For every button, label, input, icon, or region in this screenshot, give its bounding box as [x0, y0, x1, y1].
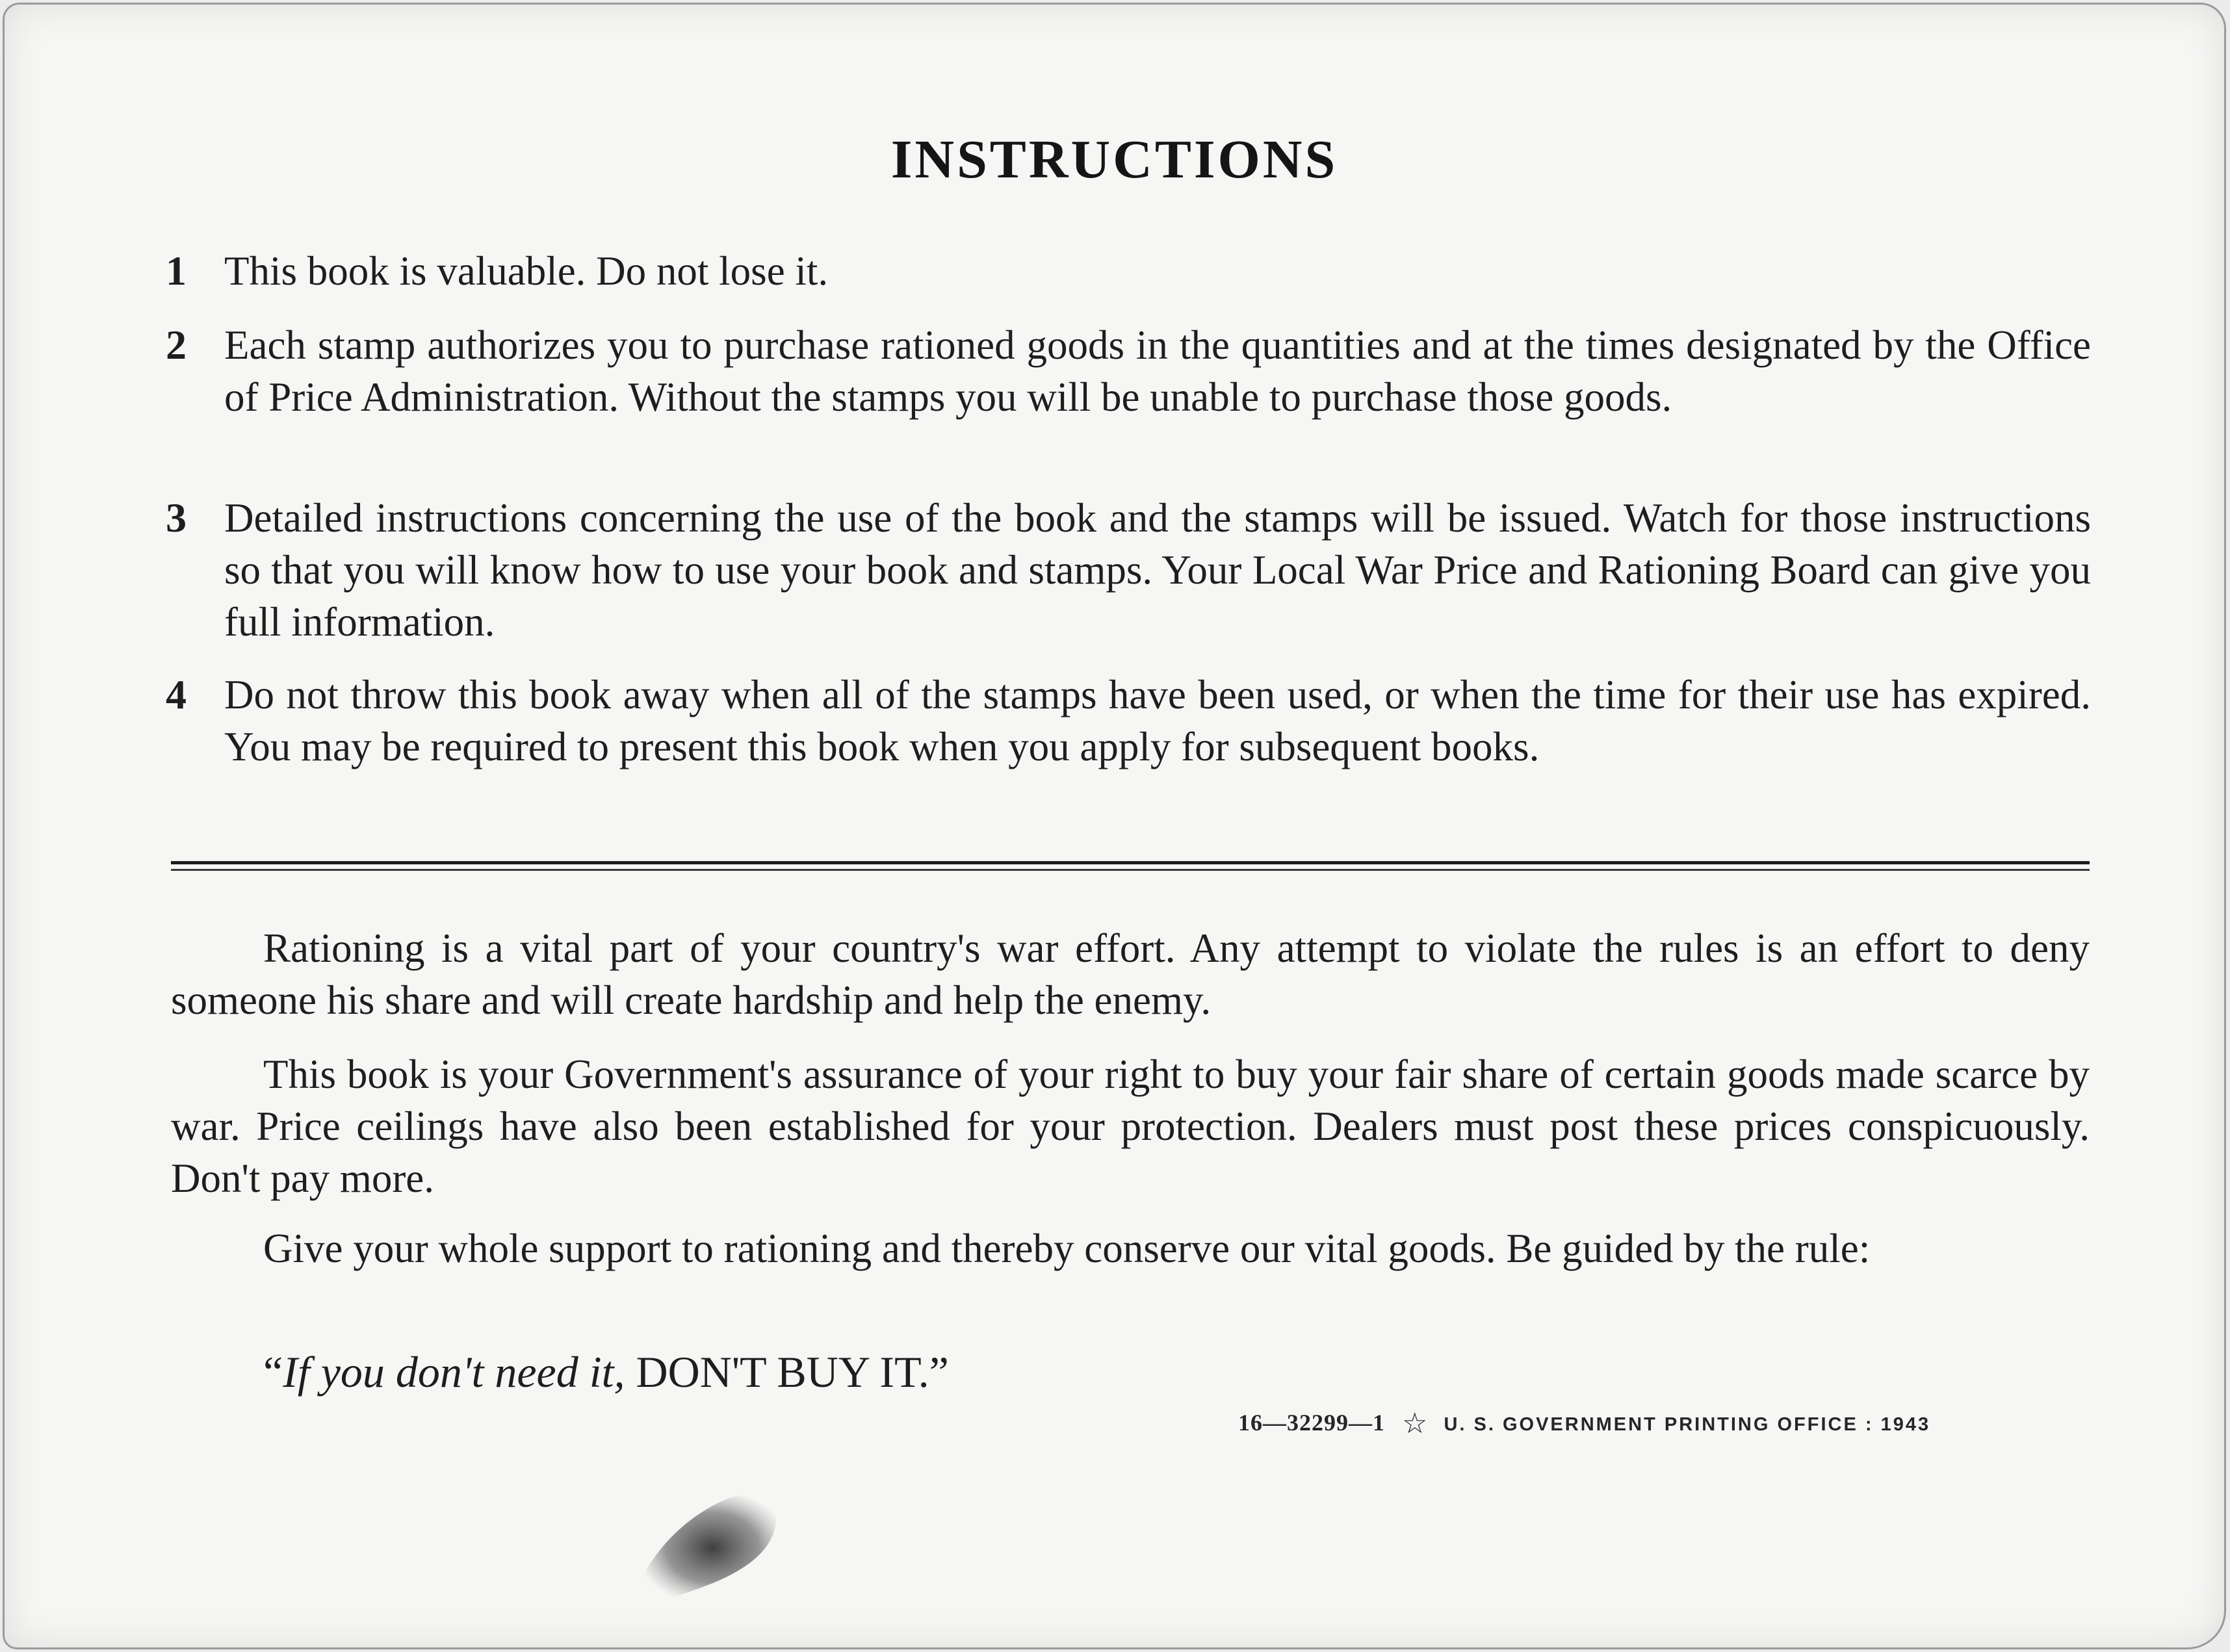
motto-open-quote: “	[263, 1347, 283, 1397]
motto-roman: DON'T BUY IT.	[625, 1347, 929, 1397]
paragraph-government-assurance: This book is your Government's assurance of your right to buy your fair share of certain goods made scarce by war. Price ceilings have also been established for your protection. Dealers must post these prices conspicuously. Don't pay more.	[171, 1052, 2090, 1201]
instruction-text: Detailed instructions concerning the use of the book and the stamps will be issued. Watch for those instructions so that you will know how to use your book and stamps. Your Local War Price and Rationing Board can give you full information.	[224, 495, 2091, 645]
form-number: 16—32299—1	[1238, 1410, 1385, 1436]
ink-stain	[622, 1480, 791, 1610]
ration-book-back-cover	[3, 3, 2226, 1649]
instruction-item-4	[167, 669, 2091, 773]
motto-quote	[263, 1345, 949, 1399]
instruction-text: Do not throw this book away when all of the stamps have been used, or when the time for their use has expired. You may be required to present this book when you apply for subsequent books.	[224, 672, 2091, 769]
instruction-text: This book is valuable. Do not lose it.	[224, 248, 829, 294]
instruction-text: Each stamp authorizes you to purchase rationed goods in the quantities and at the times designated by the Office of Price Administration. Without the stamps you will be unable to purchase those goods.	[224, 322, 2091, 420]
instruction-item-1	[167, 245, 2091, 297]
instruction-number: 1	[166, 248, 187, 294]
instruction-number: 4	[166, 671, 187, 717]
paragraph-support: Give your whole support to rationing and thereby conserve our vital goods. Be guided by the rule:	[263, 1226, 1871, 1271]
printer-imprint	[1238, 1407, 1930, 1440]
instruction-item-3	[167, 492, 2091, 648]
star-icon: ☆	[1402, 1408, 1430, 1439]
instruction-number: 2	[166, 322, 187, 368]
motto-italic: If you don't need it,	[283, 1347, 625, 1397]
instruction-number: 3	[166, 495, 187, 541]
section-divider	[171, 861, 2090, 871]
paragraph-rationing: Rationing is a vital part of your country's war effort. Any attempt to violate the rules is an effort to deny someone his share and will create hardship and help the enemy.	[171, 925, 2090, 1023]
instruction-item-2	[167, 319, 2091, 423]
printing-office: U. S. GOVERNMENT PRINTING OFFICE : 1943	[1444, 1414, 1931, 1435]
motto-close-quote: ”	[929, 1347, 949, 1397]
page-title: INSTRUCTIONS	[890, 129, 1338, 190]
